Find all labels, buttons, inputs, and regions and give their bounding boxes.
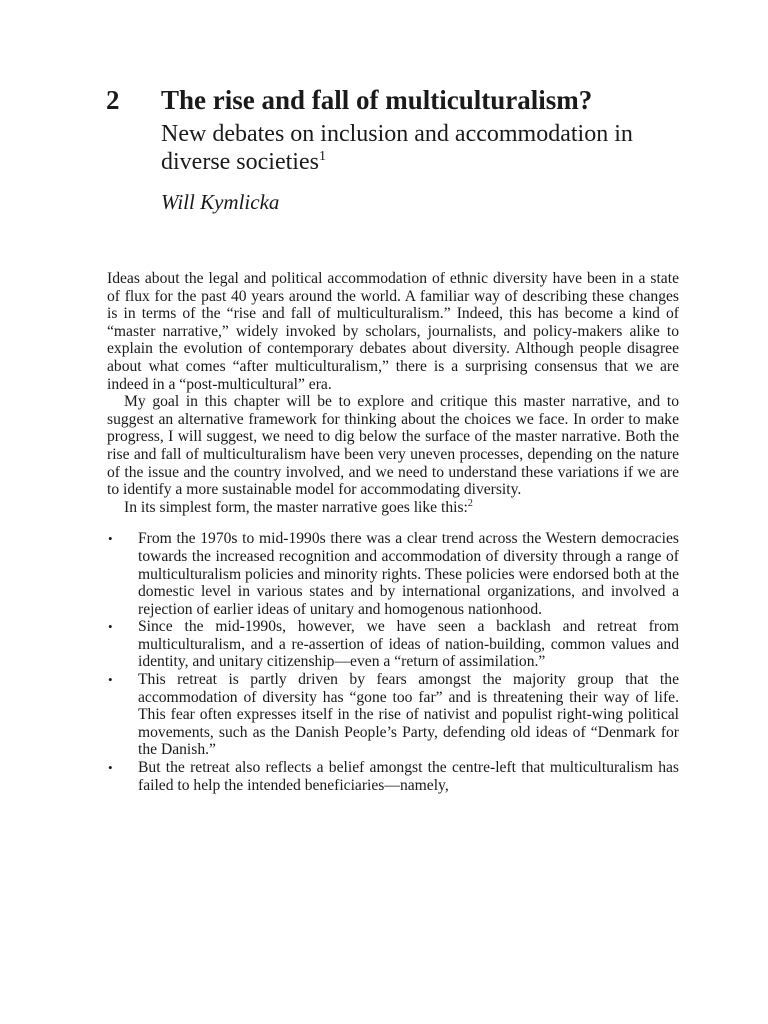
paragraph-1: Ideas about the legal and political accommodation of ethnic diversity have been in a state of flux for the past 40 years around the world. A familiar way of describing these changes is in terms of the “rise and fall of multiculturalism.” Indeed, this has become a kind of “master narrative,” widely invoked by scholars, journalists, and policy-makers alike to explain the evolution of contemporary debates about diversity. Although people disagree about what comes “after multiculturalism,” there is a surprising consensus that we are indeed in a “post-multicultural” era.	[107, 270, 679, 393]
chapter-body	[107, 270, 679, 794]
chapter-subtitle-text: New debates on inclusion and accommodation in diverse societies	[161, 121, 633, 175]
paragraph-3-text: In its simplest form, the master narrative goes like this:	[124, 498, 468, 516]
list-item-text: From the 1970s to mid-1990s there was a clear trend across the Western democracies towards the increased recognition and accommodation of diversity through a range of multiculturalism policies and minority rights. These policies were endorsed both at the domestic level in various states and by international organizations, and involved a rejection of earlier ideas of unitary and homogenous nationhood.	[138, 530, 679, 618]
paragraph-2: My goal in this chapter will be to explore and critique this master narrative, and to suggest an alternative framework for thinking about the choices we face. In order to make progress, I will suggest, we need to dig below the surface of the master narrative. Both the rise and fall of multiculturalism have been very uneven processes, depending on the nature of the issue and the country involved, and we need to understand these variations if we are to identify a more sustainable model for accommodating diversity.	[107, 393, 679, 499]
chapter-subtitle	[161, 120, 641, 176]
chapter-number: 2	[106, 85, 120, 115]
list-item-text: This retreat is partly driven by fears amongst the majority group that the accommodation of diversity has “gone too far” and is threatening their way of life. This fear often expresses itself in the rise of nativist and populist right-wing political movements, such as the Danish People’s Party, defending old ideas of “Denmark for the Danish.”	[138, 671, 679, 759]
master-narrative-list	[107, 530, 679, 794]
list-item-text: But the retreat also reflects a belief amongst the centre-left that multiculturalism has failed to help the intended beneficiaries—namely,	[138, 759, 679, 794]
list-item	[107, 618, 679, 671]
bullet-icon: •	[108, 531, 113, 547]
list-item	[107, 530, 679, 618]
list-item	[107, 671, 679, 759]
bullet-icon: •	[108, 760, 113, 776]
bullet-icon: •	[108, 672, 113, 688]
paragraph-3	[107, 499, 679, 517]
chapter-title: The rise and fall of multiculturalism?	[161, 85, 593, 115]
author-name: Will Kymlicka	[161, 190, 280, 214]
bullet-icon: •	[108, 619, 113, 635]
list-item	[107, 759, 679, 794]
footnote-ref-1[interactable]: 1	[318, 149, 326, 164]
list-item-text: Since the mid-1990s, however, we have seen a backlash and retreat from multiculturalism, and a re-assertion of ideas of nation-building, common values and identity, and unitary citizenship—even a “return of assimilation.”	[138, 618, 679, 671]
footnote-ref-2[interactable]: 2	[467, 497, 473, 509]
